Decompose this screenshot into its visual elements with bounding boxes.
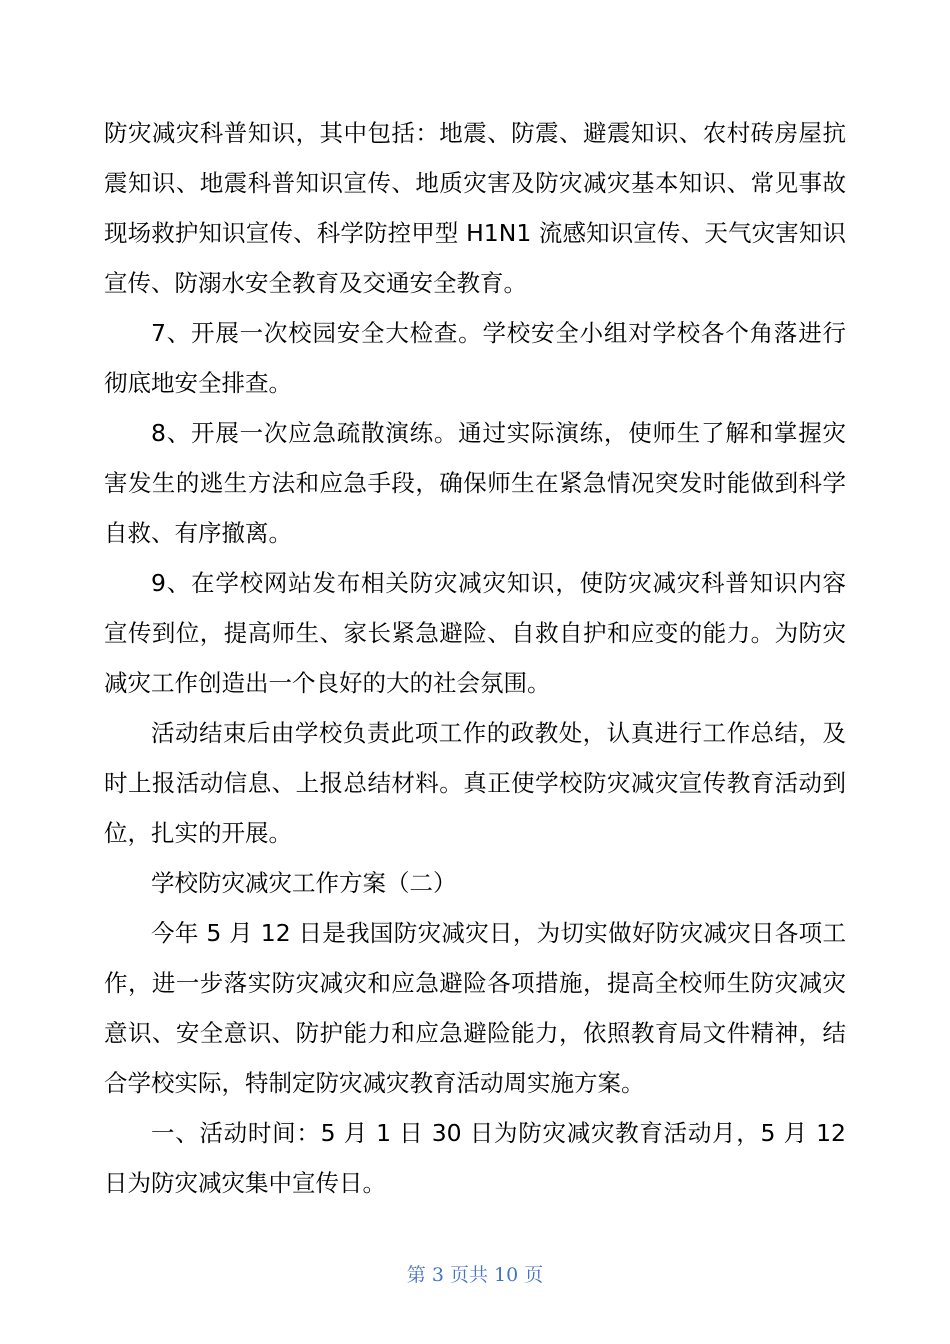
paragraph-activity-time: 一、活动时间：5 月 1 日 30 日为防灾减灾教育活动月，5 月 12 日为防灾减灾集中宣传日。: [104, 1119, 846, 1197]
paragraph-intro: 今年 5 月 12 日是我国防灾减灾日，为切实做好防灾减灾日各项工作，进一步落实防灾减灾和应急避险各项措施，提高全校师生防灾减灾意识、安全意识、防护能力和应急避险能力，依照教育局文件精神，结合学校实际，特制定防灾减灾教育活动周实施方案。: [104, 919, 846, 1097]
paragraph-summary: 活动结束后由学校负责此项工作的政教处，认真进行工作总结，及时上报活动信息、上报总结材料。真正使学校防灾减灾宣传教育活动到位，扎实的开展。: [104, 719, 846, 847]
paragraph-item-7: 7、开展一次校园安全大检查。学校安全小组对学校各个角落进行彻底地安全排查。: [104, 319, 846, 397]
paragraph-item-9: 9、在学校网站发布相关防灾减灾知识，使防灾减灾科普知识内容宣传到位，提高师生、家长紧急避险、自救自护和应变的能力。为防灾减灾工作创造出一个良好的大的社会氛围。: [104, 569, 846, 697]
document-body: [104, 108, 846, 1208]
paragraph-science-knowledge: 防灾减灾科普知识，其中包括：地震、防震、避震知识、农村砖房屋抗震知识、地震科普知识宣传、地质灾害及防灾减灾基本知识、常见事故现场救护知识宣传、科学防控甲型 H1N1 流感知识宣传、天气灾害知识宣传、防溺水安全教育及交通安全教育。: [104, 119, 846, 297]
page-number-footer: 第 3 页共 10 页: [406, 1264, 544, 1286]
section-heading: 学校防灾减灾工作方案（二）: [151, 869, 457, 897]
paragraph-item-8: 8、开展一次应急疏散演练。通过实际演练，使师生了解和掌握灾害发生的逃生方法和应急手段，确保师生在紧急情况突发时能做到科学自救、有序撤离。: [104, 419, 846, 547]
